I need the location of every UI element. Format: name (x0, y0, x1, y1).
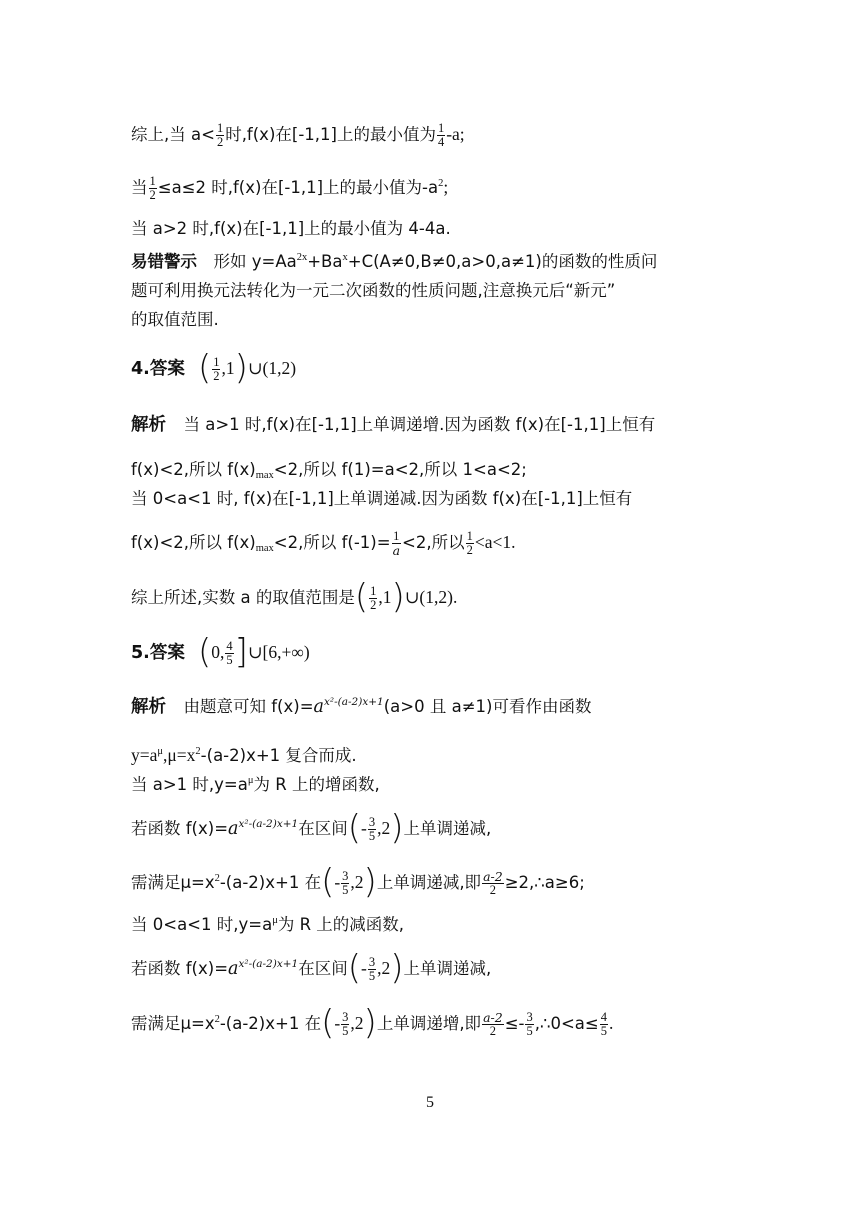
text: 由题意可知 f(x)= (183, 697, 314, 716)
exp-base: a (228, 959, 239, 979)
text: 当 0<a<1 时,y=a (131, 915, 273, 934)
text: - (361, 818, 367, 838)
text: f(x)<2,所以 f(x) (131, 460, 256, 479)
exponent: x²-(a-2)x+1 (238, 818, 299, 830)
warning-title: 易错警示 (131, 252, 197, 271)
fraction: $\frac{1}{2}$ (149, 174, 156, 203)
fraction: $\frac{3}{5}$ (342, 869, 349, 898)
superscript: 2 (438, 178, 444, 189)
answer-label: 4.答案 (131, 359, 185, 379)
text: ,2 (377, 818, 391, 838)
warning-line-1 (131, 247, 731, 276)
text: 形如 y=Aa (213, 252, 297, 271)
text: ≤a≤2 时,f(x)在[-1,1]上的最小值为-a (157, 178, 439, 197)
text: ,2 (377, 958, 391, 978)
fraction: $\frac{1}{2}$ (216, 121, 224, 150)
analysis-label: 解析 (131, 415, 166, 435)
q5-analysis-line-7: 若函数 $f(x)=a^{x^2-(a-2)x+1}$在区间(- $\frac{3}{5}$ ,2)上单调递减, (131, 948, 492, 988)
q5-analysis-line-8: 需满足$\mu=x^2-(a-2)x+1$ 在(- $\frac{3}{5}$ ,2)上单调递增,即 $\frac{a-2}{2}$ ≤- $\frac{3}{5}$ ,∴0<a≤ $\frac{4}{5}$ . (131, 1003, 614, 1043)
text: 综上所述,实数 a 的取值范围是 (131, 588, 355, 607)
text: ∪(1,2). (404, 587, 458, 607)
subscript: max (255, 543, 274, 554)
fraction: $\frac{a-2}{2}$ (483, 1010, 503, 1039)
text: <2,所以 (402, 533, 465, 552)
fraction: $\frac{3}{5}$ (368, 955, 376, 984)
text: <2,所以 f(-1)= (273, 533, 391, 552)
q4-analysis-line-5: 综上所述,实数 a 的取值范围是( $\frac{1}{2}$ ,1)∪(1,2). (131, 577, 458, 617)
text: 需满足μ=x (131, 1014, 215, 1033)
text: ≥2,∴a≥6; (504, 873, 585, 892)
superscript: x (342, 252, 348, 263)
text: ∪(1,2) (247, 358, 297, 378)
text: 为 R 上的减函数, (277, 915, 405, 934)
fraction: $\frac{1}{2}$ (370, 584, 377, 613)
summary-line-1 (131, 122, 465, 149)
text: +Ba (307, 252, 343, 271)
summary-line-3: 当 a>2 时,f(x)在[-1,1]上的最小值为 4-4a. (131, 219, 451, 238)
text: 若函数 f(x)= (131, 819, 229, 838)
page-number: 5 (426, 1094, 434, 1111)
text: <a<1. (474, 532, 516, 552)
summary-line-2 (131, 175, 448, 202)
fraction: $\frac{a-2}{2}$ (483, 869, 503, 898)
q5-analysis-line-5: 需满足$\mu=x^2-(a-2)x+1$ 在(- $\frac{3}{5}$ ,2)上单调递减,即 $\frac{a-2}{2}$ ≥2,∴a≥6; (131, 862, 585, 902)
text: 在区间 (298, 819, 348, 838)
text: ; (443, 177, 449, 197)
text: 需满足μ=x (131, 873, 215, 892)
text: 时,f(x)在[-1,1]上的最小值为 (225, 125, 436, 144)
fraction: $\frac{1}{2}$ (213, 355, 220, 384)
text: (a>0 且 a≠1)可看作由函数 (383, 697, 592, 716)
text: <2,所以 f(1)=a<2,所以 1<a<2; (273, 460, 527, 479)
text: -a; (446, 124, 465, 144)
text: 0, (211, 642, 225, 662)
fraction: $\frac{3}{5}$ (342, 1010, 349, 1039)
fraction: $\frac{1}{a}$ (392, 529, 401, 559)
text: -(a-2)x+1 复合而成. (200, 746, 357, 765)
warning-line-3: 的取值范围. (131, 310, 219, 329)
text: f(x)<2,所以 f(x) (131, 533, 256, 552)
exp-base: a (228, 819, 239, 839)
text: 当 a>1 时,f(x)在[-1,1]上单调递增.因为函数 f(x)在[-1,1]上恒有 (183, 415, 656, 434)
subscript: max (255, 470, 274, 481)
superscript: μ (157, 746, 164, 757)
q5-analysis-line-2 (131, 743, 357, 768)
superscript: 2 (195, 746, 201, 757)
text: 若函数 f(x)= (131, 959, 229, 978)
q4-analysis-line-3: 当 0<a<1 时, f(x)在[-1,1]上单调递减.因为函数 f(x)在[-1,1]上恒有 (131, 489, 633, 508)
q4-analysis-line-4 (131, 530, 516, 557)
text: -(a-2)x+1 在 (219, 873, 322, 892)
answer-label: 5.答案 (131, 643, 185, 663)
exponent: x²-(a-2)x+1 (323, 696, 384, 708)
fraction: $\frac{4}{5}$ (600, 1010, 607, 1039)
text: 在区间 (298, 959, 348, 978)
superscript: 2x (296, 252, 308, 263)
text: +C(A≠0,B≠0,a>0,a≠1)的函数的性质问 (347, 252, 658, 271)
text: ,∴0<a≤ (534, 1014, 599, 1033)
text: 上单调递减, (403, 959, 492, 978)
superscript: μ (247, 775, 254, 786)
text: y=a (131, 745, 158, 765)
q4-analysis-line-1 (131, 412, 655, 437)
text: 当 (131, 178, 148, 197)
text: . (609, 1013, 614, 1033)
exponent: x²-(a-2)x+1 (238, 958, 299, 970)
analysis-label: 解析 (131, 697, 166, 717)
fraction: $\frac{4}{5}$ (226, 639, 233, 668)
q4-answer: 4.答案 ( $\frac{1}{2}$ ,1)∪(1,2) (131, 348, 297, 388)
text: ≤- (504, 1014, 525, 1033)
text: ,1 (378, 587, 392, 607)
exp-base: a (313, 697, 324, 717)
superscript: 2 (214, 1014, 220, 1025)
text: ,2 (350, 1013, 364, 1033)
text: ,2 (350, 872, 364, 892)
text: - (361, 958, 367, 978)
q5-analysis-line-4: 若函数 $f(x)=a^{x^2-(a-2)x+1}$在区间(- $\frac{3}{5}$ ,2)上单调递减, (131, 808, 492, 848)
text: ∪[6,+∞) (247, 642, 310, 662)
text: - (334, 1013, 341, 1033)
fraction: $\frac{1}{2}$ (466, 529, 473, 558)
text: 综上,当 a< (131, 125, 215, 144)
q5-analysis-line-1 (131, 694, 591, 719)
text: 当 a>1 时,y=a (131, 775, 248, 794)
text: ,μ=x (163, 745, 196, 765)
text: 为 R 上的增函数, (253, 775, 380, 794)
text: ,1 (221, 358, 235, 378)
text: 上单调递减,即 (376, 873, 482, 892)
q4-analysis-line-2 (131, 457, 527, 482)
text: 上单调递增,即 (376, 1014, 482, 1033)
fraction: $\frac{1}{4}$ (437, 121, 445, 150)
q5-analysis-line-6 (131, 912, 404, 937)
q5-answer: 5.答案 (0, $\frac{4}{5}$ ]∪[6,+∞) (131, 632, 310, 672)
superscript: μ (272, 915, 278, 926)
text: - (334, 872, 341, 892)
q5-analysis-line-3 (131, 772, 380, 797)
text: -(a-2)x+1 在 (219, 1014, 322, 1033)
fraction: $\frac{3}{5}$ (526, 1010, 533, 1039)
text: 上单调递减, (403, 819, 492, 838)
superscript: 2 (214, 873, 220, 884)
warning-line-2: 题可利用换元法转化为一元二次函数的性质问题,注意换元后“新元” (131, 281, 616, 300)
fraction: $\frac{3}{5}$ (368, 815, 376, 844)
warning-paragraph (131, 247, 731, 334)
